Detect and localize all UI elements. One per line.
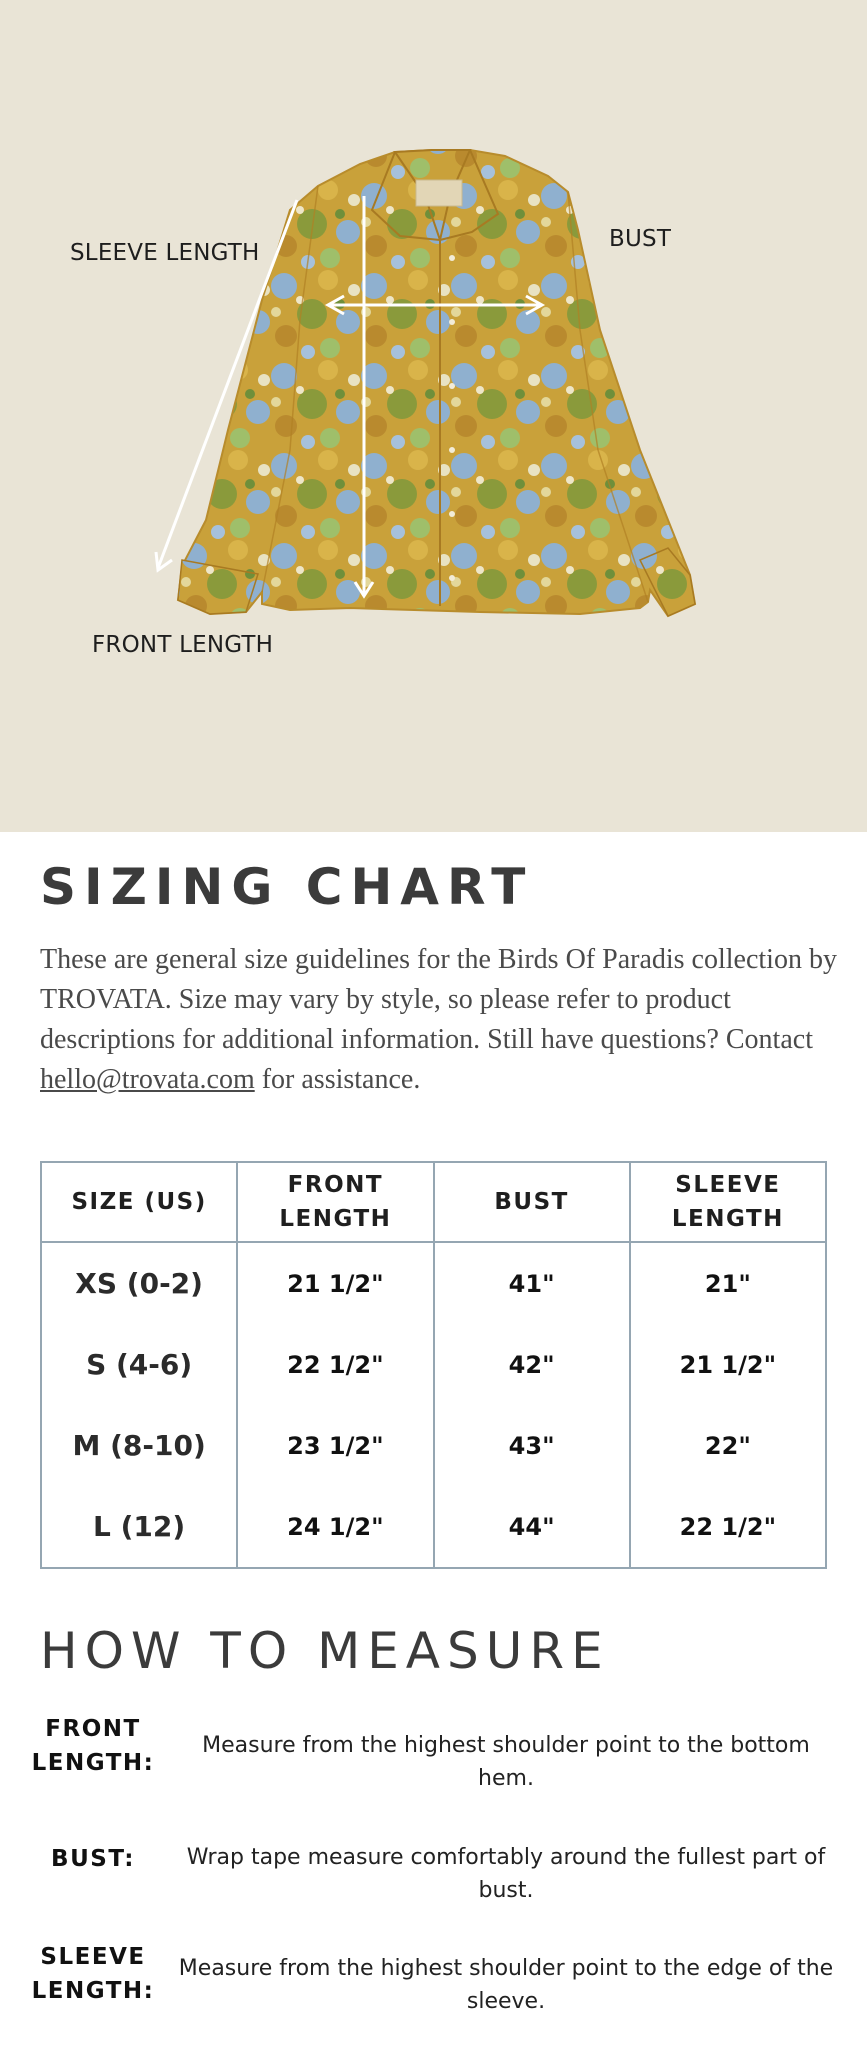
sizing-intro <box>40 940 840 1100</box>
sleeve-length-cell: 22" <box>630 1405 826 1486</box>
sleeve-length-cell: 21 1/2" <box>630 1324 826 1405</box>
bust-cell: 42" <box>434 1324 630 1405</box>
shirt-illustration <box>0 0 867 832</box>
front-length-cell: 23 1/2" <box>237 1405 433 1486</box>
measure-definition: Measure from the highest shoulder point to the bottom hem. <box>202 1733 810 1791</box>
front-length-cell: 21 1/2" <box>237 1242 433 1324</box>
table-header-row <box>41 1162 826 1242</box>
front-length-cell: 24 1/2" <box>237 1486 433 1568</box>
table-row <box>41 1405 826 1486</box>
sleeve-length-label: SLEEVE LENGTH <box>70 240 260 266</box>
bust-cell: 44" <box>434 1486 630 1568</box>
measurement-diagram <box>0 0 867 832</box>
size-cell: XS (0-2) <box>41 1242 237 1324</box>
measure-term: BUST: <box>51 1846 135 1872</box>
header-size: SIZE (US) <box>41 1162 237 1242</box>
front-length-label: FRONT LENGTH <box>92 632 274 658</box>
intro-text-end: for assistance. <box>254 1064 421 1095</box>
bust-cell: 43" <box>434 1405 630 1486</box>
front-length-cell: 22 1/2" <box>237 1324 433 1405</box>
bust-label: BUST <box>609 226 672 252</box>
size-cell: M (8-10) <box>41 1405 237 1486</box>
header-front-length: FRONT LENGTH <box>237 1162 433 1242</box>
measure-term: FRONT LENGTH: <box>31 1716 155 1776</box>
sizing-chart-title: SIZING CHART <box>40 858 534 916</box>
header-bust: BUST <box>434 1162 630 1242</box>
bust-cell: 41" <box>434 1242 630 1324</box>
table-row <box>41 1324 826 1405</box>
sleeve-length-cell: 22 1/2" <box>630 1486 826 1568</box>
size-table <box>40 1161 827 1569</box>
table-row <box>41 1486 826 1568</box>
measure-definition: Wrap tape measure comfortably around the fullest part of bust. <box>186 1845 826 1903</box>
support-email-link[interactable]: hello@trovata.com <box>40 1064 255 1095</box>
table-row <box>41 1242 826 1324</box>
header-sleeve-length: SLEEVE LENGTH <box>630 1162 826 1242</box>
size-cell: S (4-6) <box>41 1324 237 1405</box>
sleeve-length-cell: 21" <box>630 1242 826 1324</box>
measure-definition: Measure from the highest shoulder point to the edge of the sleeve. <box>178 1956 834 2014</box>
how-to-measure-title: HOW TO MEASURE <box>40 1622 610 1680</box>
measure-term: SLEEVE LENGTH: <box>31 1944 155 2004</box>
intro-text: These are general size guidelines for the Birds Of Paradis collection by TROVATA. Size may vary by style, so please refer to product descriptions for additional information. Still have questions? Contact <box>40 944 837 1055</box>
size-cell: L (12) <box>41 1486 237 1568</box>
